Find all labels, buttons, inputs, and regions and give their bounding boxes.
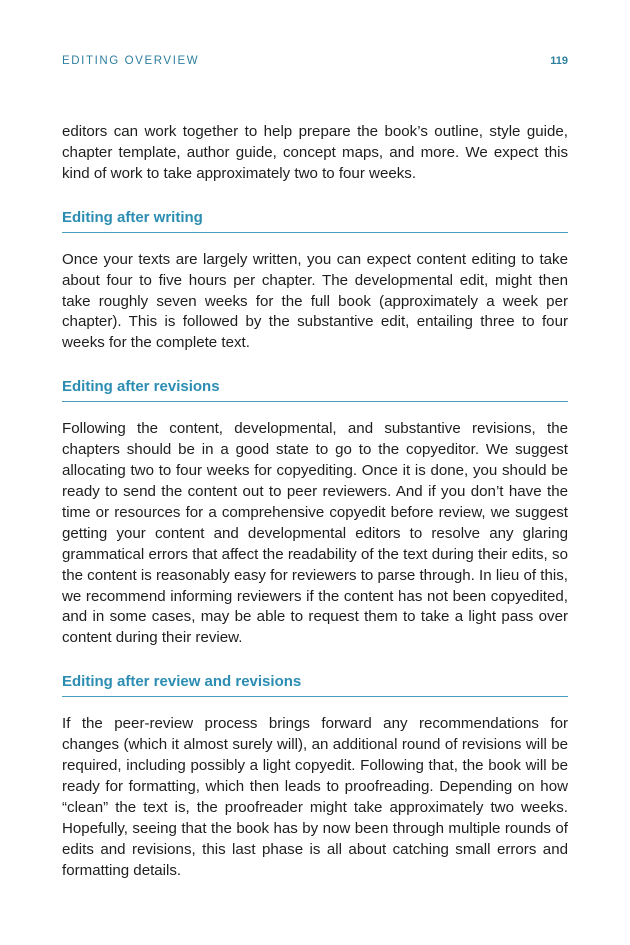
running-header — [62, 55, 568, 71]
paragraph-editing-after-writing: Once your texts are largely written, you can expect content editing to take about four to five hours per chapter. The developmental edit, might then take roughly seven weeks for the full book (approximately a week per chapter). This is followed by the substantive edit, entailing three to four weeks for the complete text. — [62, 250, 568, 352]
heading-editing-after-revisions: Editing after revisions — [62, 378, 568, 402]
intro-paragraph: editors can work together to help prepare the book’s outline, style guide, chapter template, author guide, concept maps, and more. We expect this kind of work to take approximately two to four weeks. — [62, 123, 568, 182]
paragraph-editing-after-review-and-revisions: If the peer-review process brings forward any recommendations for changes (which it almost surely will), an additional round of revisions will be required, including possibly a light copyedit. Following that, the book will be ready for formatting, which then leads to proofreading. Depending on how “clean” the text is, the proofreader might take approximately two weeks. Hopefully, seeing that the book has by now been through multiple rounds of edits and revisions, this last phase is all about catching small errors and formatting details. — [62, 715, 568, 879]
running-title: EDITING OVERVIEW — [62, 55, 200, 67]
paragraph-editing-after-revisions: Following the content, developmental, and substantive revisions, the chapters should be in a good state to go to the copyeditor. We suggest allocating two to four weeks for copyediting. Once it is done, you should be ready to send the content out to peer reviewers. And if you don’t have the time or resources for a comprehensive copyedit before review, we suggest getting your content and developmental editors to resolve any glaring grammatical errors that affect the readability of the text during their edits, so the content is reasonably easy for reviewers to parse through. In lieu of this, we recommend informing reviewers if the content has not been copyedited, and in some cases, may be able to request them to take a light pass over content during their review. — [62, 420, 568, 647]
page-number: 119 — [550, 55, 568, 67]
page-body — [62, 122, 568, 881]
heading-editing-after-writing: Editing after writing — [62, 209, 568, 233]
heading-editing-after-review-and-revisions: Editing after review and revisions — [62, 673, 568, 697]
